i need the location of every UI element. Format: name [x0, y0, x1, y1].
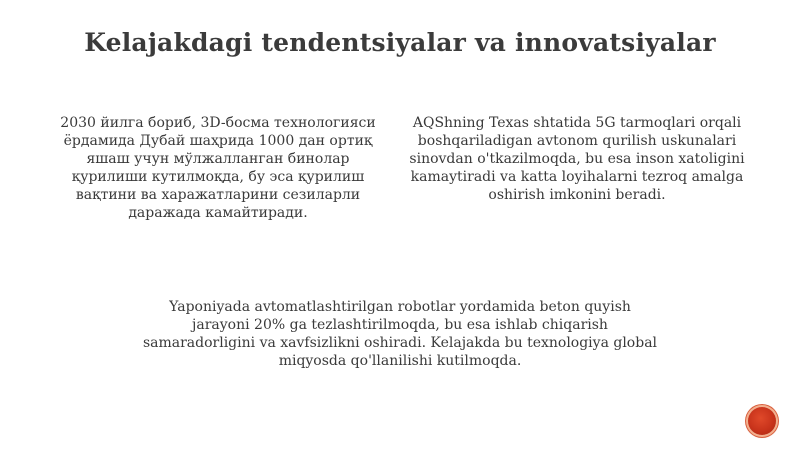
paragraph-japan-robots: Yaponiyada avtomatlashtirilgan robotlar yordamida beton quyish jarayoni 20% ga tezlashtirilmoqda, bu esa ishlab chiqarish samaradorligini va xavfsizlikni oshiradi. Kelajakda bu texnologiya global miqyosda qo'llanilishi kutilmoqda. [142, 299, 658, 369]
paragraph-dubai-3d-printing: 2030 йилга бориб, 3D-босма технологияси ёрдамида Дубай шаҳрида 1000 дан ортиқ яшаш учун мўлжалланган бинолар қурилиши кутилмоқда, бу эса қурилиш вақтини ва харажатларини сезиларли даражада камайтиради. [60, 115, 376, 221]
slide-title: Kelajakdagi tendentsiyalar va innovatsiyalar [84, 28, 716, 57]
slide-nav-button[interactable] [748, 407, 776, 435]
paragraph-texas-5g-equipment: AQShning Texas shtatida 5G tarmoqlari orqali boshqariladigan avtonom qurilish uskunalari sinovdan o'tkazilmoqda, bu esa inson xatoligini kamaytiradi va katta loyihalarni tezroq amalga oshirish imkonini beradi. [409, 115, 745, 203]
